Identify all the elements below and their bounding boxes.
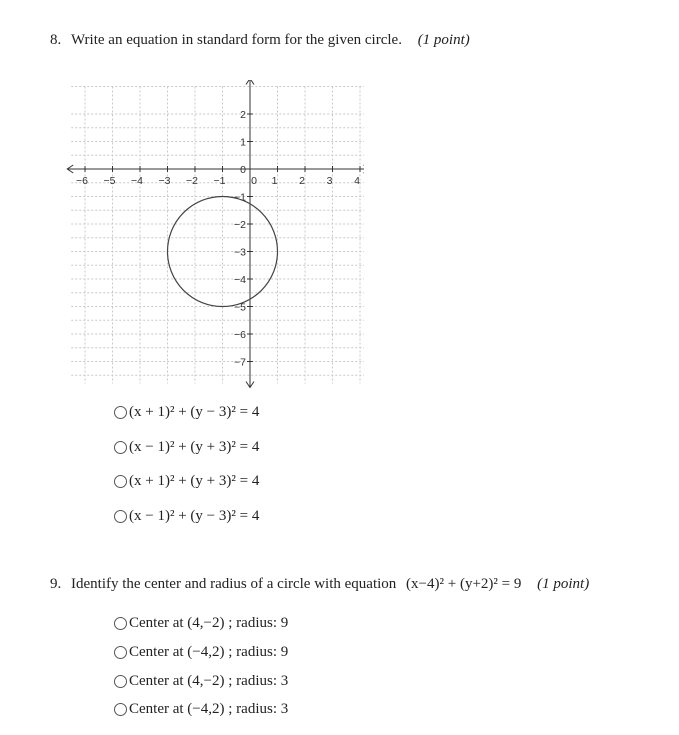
q9-option-3[interactable] <box>114 673 288 690</box>
y-tick-label: 1 <box>240 136 246 149</box>
radio-button[interactable] <box>114 646 127 659</box>
y-tick-label: −2 <box>234 219 246 231</box>
x-tick-label: −2 <box>186 175 198 187</box>
y-tick-label: −3 <box>234 246 246 259</box>
x-tick-label: 3 <box>326 175 333 187</box>
radio-button[interactable] <box>114 675 127 688</box>
grid-lines <box>71 87 364 384</box>
q8-prompt: Write an equation in standard form for the given circle. <box>71 32 402 48</box>
q8-option-3-text: (x + 1)² + (y + 3)² = 4 <box>129 473 260 489</box>
x-tick-label: 2 <box>299 175 305 187</box>
axes <box>67 80 364 388</box>
q9-option-3-text: Center at (4,−2) ; radius: 3 <box>129 673 289 689</box>
x-tick-label: −5 <box>103 175 116 187</box>
radio-button[interactable] <box>114 510 127 523</box>
coordinate-graph <box>64 80 364 390</box>
x-tick-label: 4 <box>354 175 360 187</box>
y-tick-label: −1 <box>234 191 246 204</box>
q9-number: 9. <box>50 576 62 592</box>
q8-header <box>50 32 470 49</box>
y-tick-label: −6 <box>234 329 246 341</box>
x-tick-label: −4 <box>131 175 143 187</box>
q9-points: (1 point) <box>537 576 590 592</box>
q9-option-4-text: Center at (−4,2) ; radius: 3 <box>129 701 289 717</box>
x-tick-label: −1 <box>213 175 226 187</box>
y-tick-label: −5 <box>234 301 246 314</box>
q8-option-1-text: (x + 1)² + (y − 3)² = 4 <box>129 404 260 420</box>
q9-option-2[interactable] <box>114 644 288 661</box>
x-tick-label: 0 <box>251 175 257 187</box>
radio-button[interactable] <box>114 475 127 488</box>
radio-button[interactable] <box>114 441 127 454</box>
q9-prompt: Identify the center and radius of a circle with equation <box>71 576 397 592</box>
q8-option-2-text: (x − 1)² + (y + 3)² = 4 <box>129 439 260 455</box>
y-tick-label: −4 <box>234 274 246 286</box>
radio-button[interactable] <box>114 406 127 419</box>
q8-option-1[interactable] <box>114 404 259 421</box>
x-tick-label: 1 <box>271 175 278 187</box>
q8-number: 8. <box>50 32 62 48</box>
q8-points: (1 point) <box>417 32 470 48</box>
radio-button[interactable] <box>114 617 127 630</box>
radio-button[interactable] <box>114 703 127 716</box>
q9-option-1[interactable] <box>114 615 288 632</box>
y-tick-label: −7 <box>234 356 246 369</box>
q8-option-4-text: (x − 1)² + (y − 3)² = 4 <box>129 508 260 524</box>
y-tick-label: 0 <box>240 164 246 176</box>
q9-option-1-text: Center at (4,−2) ; radius: 9 <box>129 615 289 631</box>
y-tick-label: 2 <box>240 109 246 121</box>
q9-option-2-text: Center at (−4,2) ; radius: 9 <box>129 644 289 660</box>
q8-option-2[interactable] <box>114 439 259 456</box>
x-tick-label: −3 <box>158 175 171 187</box>
x-tick-label: −6 <box>76 175 88 187</box>
q9-equation: (x−4)² + (y+2)² = 9 <box>406 576 522 592</box>
q8-option-3[interactable] <box>114 473 259 490</box>
q9-option-4[interactable] <box>114 701 288 718</box>
q8-option-4[interactable] <box>114 508 259 525</box>
q9-header <box>50 576 589 593</box>
